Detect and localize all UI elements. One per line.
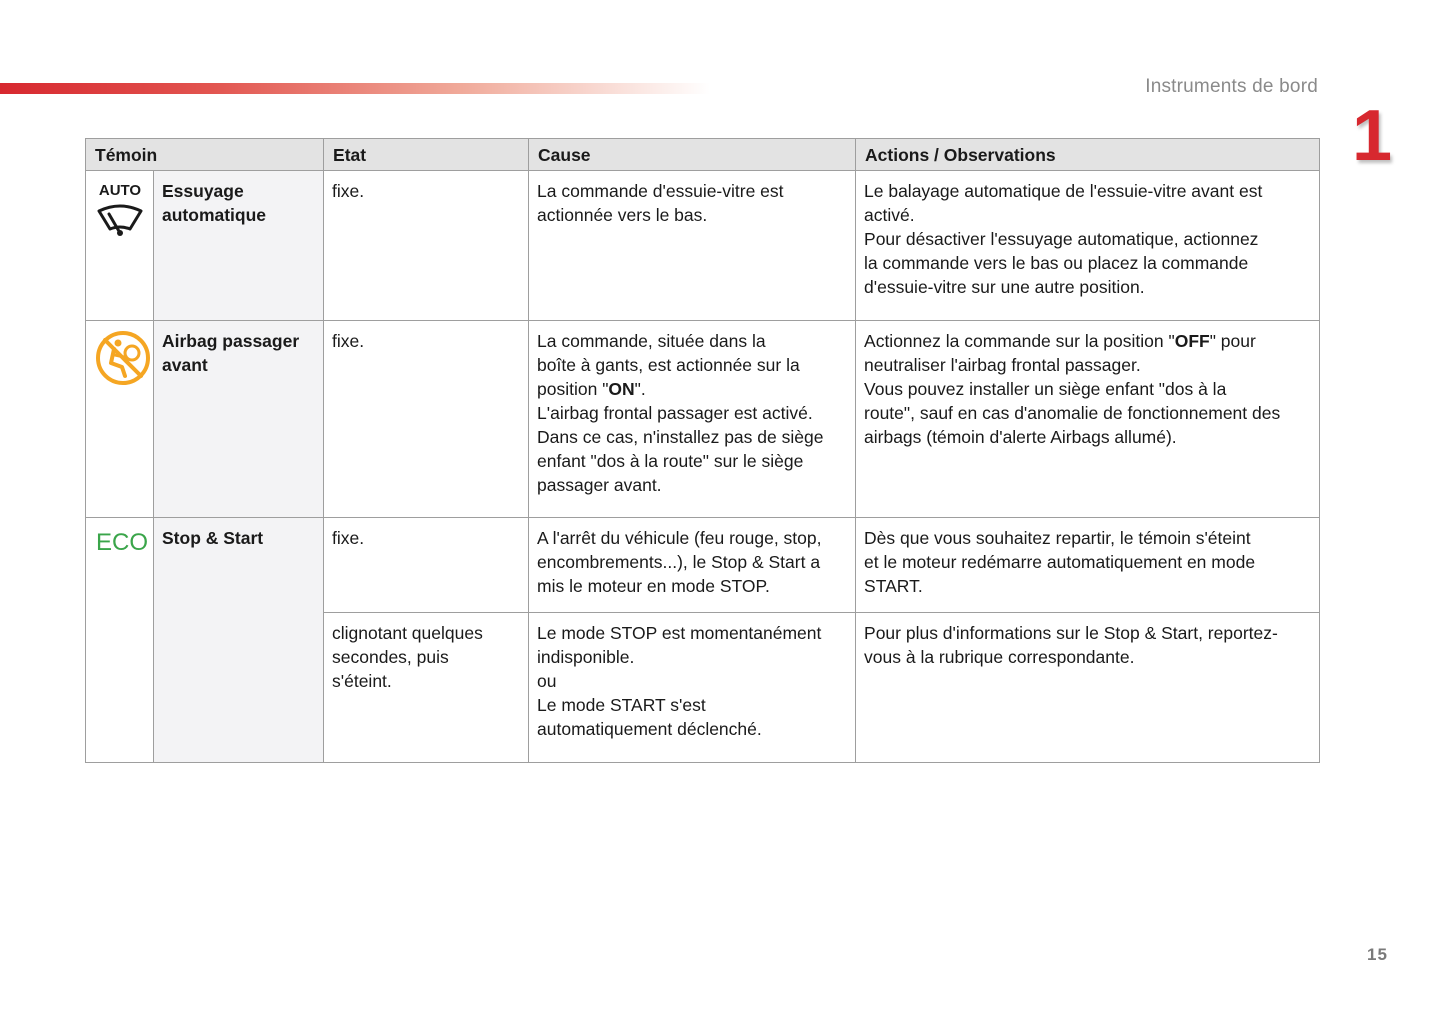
page-number: 15 xyxy=(1367,945,1388,964)
actions-cell: Actionnez la commande sur la position "OFF" pour neutraliser l'airbag frontal passager. Vous pouvez installer un siège enfant "dos à la route", sauf en cas d'anomalie de fonctionnement des airbags (témoin d'alerte Airbags allumé). xyxy=(856,321,1320,518)
table-row xyxy=(86,518,1320,613)
column-header-temoin: Témoin xyxy=(86,139,324,171)
section-title: Instruments de bord xyxy=(1145,76,1318,97)
icon-cell xyxy=(86,321,154,518)
table-header-row xyxy=(86,139,1320,171)
warning-lights-table xyxy=(85,138,1320,763)
icon-cell xyxy=(86,518,154,763)
etat-cell: fixe. xyxy=(324,321,529,518)
table-row xyxy=(86,321,1320,518)
etat-cell: clignotant quelques secondes, puis s'éteint. xyxy=(324,613,529,763)
indicator-name: Airbag passager avant xyxy=(154,321,324,518)
actions-cell: Le balayage automatique de l'essuie-vitre avant est activé. Pour désactiver l'essuyage automatique, actionnez la commande vers le bas ou placez la commande d'essuie-vitre sur une autre position. xyxy=(856,171,1320,321)
cause-cell: Le mode STOP est momentanément indisponible. ou Le mode START s'est automatiquement déclenché. xyxy=(529,613,856,763)
header-accent-bar xyxy=(0,83,710,94)
cause-cell: La commande, située dans la boîte à gants, est actionnée sur la position "ON". L'airbag frontal passager est activé. Dans ce cas, n'installez pas de siège enfant "dos à la route" sur le siège passager avant. xyxy=(529,321,856,518)
column-header-actions: Actions / Observations xyxy=(856,139,1320,171)
column-header-cause: Cause xyxy=(529,139,856,171)
eco-icon xyxy=(94,526,149,556)
indicator-name: Stop & Start xyxy=(154,518,324,763)
actions-cell: Dès que vous souhaitez repartir, le témoin s'éteint et le moteur redémarre automatiquement en mode START. xyxy=(856,518,1320,613)
etat-cell: fixe. xyxy=(324,171,529,321)
etat-cell: fixe. xyxy=(324,518,529,613)
column-header-etat: Etat xyxy=(324,139,529,171)
chapter-number: 1 xyxy=(1352,96,1393,176)
icon-cell xyxy=(86,171,154,321)
indicator-name: Essuyage automatique xyxy=(154,171,324,321)
auto-wiper-icon xyxy=(94,179,145,241)
eco-icon-label: ECO xyxy=(95,529,149,556)
table-row xyxy=(86,171,1320,321)
cause-cell: A l'arrêt du véhicule (feu rouge, stop, encombrements...), le Stop & Start a mis le moteur en mode STOP. xyxy=(529,518,856,613)
actions-cell: Pour plus d'informations sur le Stop & Start, reportez- vous à la rubrique correspondante. xyxy=(856,613,1320,763)
airbag-off-icon xyxy=(94,329,145,387)
auto-wiper-icon-label: AUTO xyxy=(98,182,142,199)
cause-cell: La commande d'essuie-vitre est actionnée vers le bas. xyxy=(529,171,856,321)
